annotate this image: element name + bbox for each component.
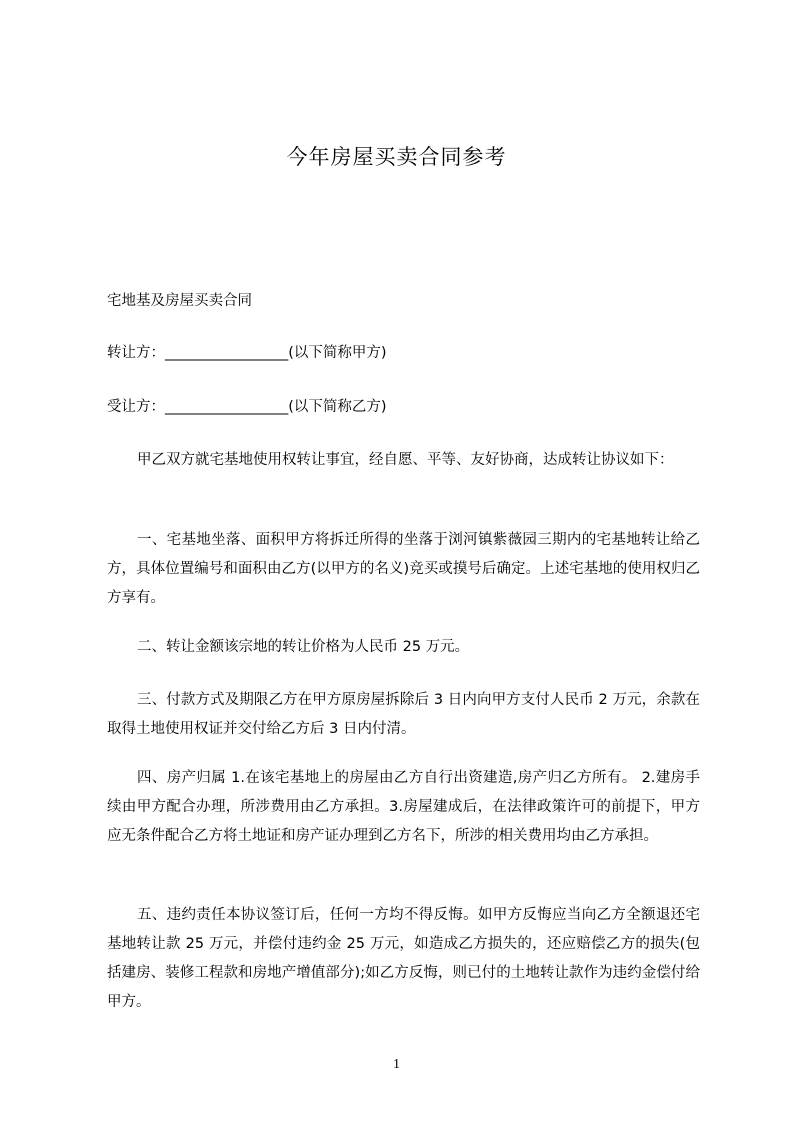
clause-2: 二、转让金额该宗地的转让价格为人民币 25 万元。: [137, 639, 470, 655]
transferor-line: 转让方：_________________(以下简称甲方): [107, 345, 387, 361]
transferee-line: 受让方：_________________(以下简称乙方): [107, 399, 387, 415]
page-number: 1: [393, 1057, 400, 1072]
clause-1: 一、宅基地坐落、面积甲方将拆迁所得的坐落于浏河镇紫薇园三期内的宅基地转让给乙方，具体位置编号和面积由乙方(以甲方的名义)竞买或摸号后确定。上述宅基地的使用权归乙方享有。: [107, 532, 700, 606]
contract-subtitle: 宅地基及房屋买卖合同: [107, 293, 252, 309]
clause-4: 四、房产归属 1.在该宅基地上的房屋由乙方自行出资建造,房产归乙方所有。 2.建房手续由甲方配合办理，所涉费用由乙方承担。3.房屋建成后，在法律政策许可的前提下，甲方应无条件配合乙方将土地证和房产证办理到乙方名下，所涉的相关费用均由乙方承担。: [107, 770, 700, 844]
intro-paragraph: 甲乙双方就宅基地使用权转让事宜，经自愿、平等、友好协商，达成转让协议如下：: [137, 452, 674, 468]
clause-5: 五、违约责任本协议签订后，任何一方均不得反悔。如甲方反悔应当向乙方全额退还宅基地转让款 25 万元，并偿付违约金 25 万元，如造成乙方损失的，还应赔偿乙方的损失(包括建房、装修工程款和房地产增值部分);如乙方反悔，则已付的土地转让款作为违约金偿付给甲方。: [107, 907, 700, 1010]
document-title: 今年房屋买卖合同参考: [286, 145, 507, 169]
clause-3: 三、付款方式及期限乙方在甲方原房屋拆除后 3 日内向甲方支付人民币 2 万元，余款在取得土地使用权证并交付给乙方后 3 日内付清。: [107, 692, 700, 737]
